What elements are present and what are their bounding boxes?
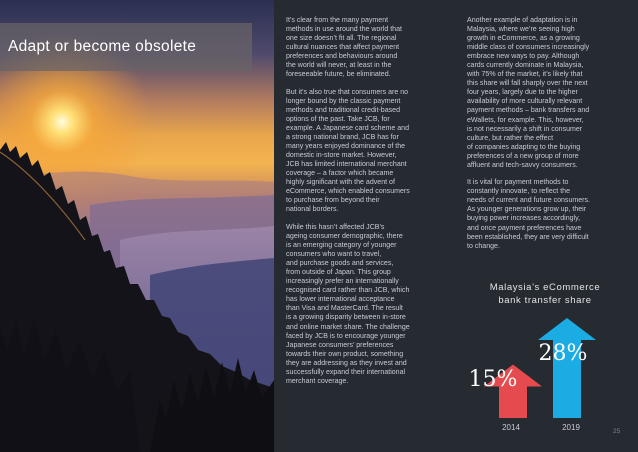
paragraph: But it’s also true that consumers are no longer bound by the classic payment methods and traditional credit-based options of the past. Take JCB, for example. A Japanese card scheme and a strong national brand, JCB has for many years enjoyed dominance of the domestic in-store market. However, JCB has limited international merchant coverage – a factor which became highly significant with the advent of eCommerce, which enabled consumers to purchase from beyond their national borders. <box>286 88 410 214</box>
chart-title: Malaysia’s eCommerce bank transfer share <box>489 282 601 306</box>
category-label-2019: 2019 <box>562 423 580 432</box>
paragraph: It is vital for payment methods to constantly innovate, to reflect the needs of current and future consumers. As younger generations grow up, their buying power increases accordingly, and once payment preferences have been established, they are very difficult to change. <box>467 179 590 250</box>
paragraph: While this hasn’t affected JCB’s ageing consumer demographic, there is an emerging category of younger consumers who want to travel, and purchase goods and services, from outside of Japan. This group increasingly prefer an internationally recognised card rather than JCB, which has lower international acceptance than Visa and MasterCard. The result is a growing disparity between in-store and online market share. The challenge faced by JCB is to encourage younger Japanese consumers’ preferences towards their own product, something they are addressing as they invest and successfully expand their international merchant coverage. <box>286 223 410 385</box>
value-label-2019: 28% <box>538 341 588 366</box>
page-number: 25 <box>613 428 621 435</box>
value-label-2014: 15% <box>468 367 518 392</box>
bank-transfer-share-chart <box>455 300 625 435</box>
title-banner <box>0 23 252 71</box>
category-label-2014: 2014 <box>502 423 520 432</box>
middle-text-column <box>286 16 458 394</box>
page-title: Adapt or become obsolete <box>8 38 197 55</box>
paragraph: Another example of adaptation is in Malaysia, where we’re seeing high growth in eCommerce, as a growing middle class of consumers increasingly embrace new ways to pay. Although cards currently dominate in Malaysia, with 75% of the market, it’s likely that this share will fall sharply over the next four years, largely due to the higher availability of more culturally relevant payment methods – bank transfers and eWallets, for example. This, however, is not necessarily a shift in consumer culture, but rather the effect of companies adapting to the buying preferences of a new group of more affluent and tech-savvy consumers. <box>467 17 590 169</box>
bar-arrow-2019 <box>538 318 596 418</box>
sunset-photo <box>0 0 274 452</box>
paragraph: It’s clear from the many payment methods in use around the world that one size doesn’t fit all. The regional cultural nuances that affect payment preferences and behaviours around the world will never, at least in the foreseeable future, be eliminated. <box>286 17 402 79</box>
right-text-column <box>467 16 627 259</box>
